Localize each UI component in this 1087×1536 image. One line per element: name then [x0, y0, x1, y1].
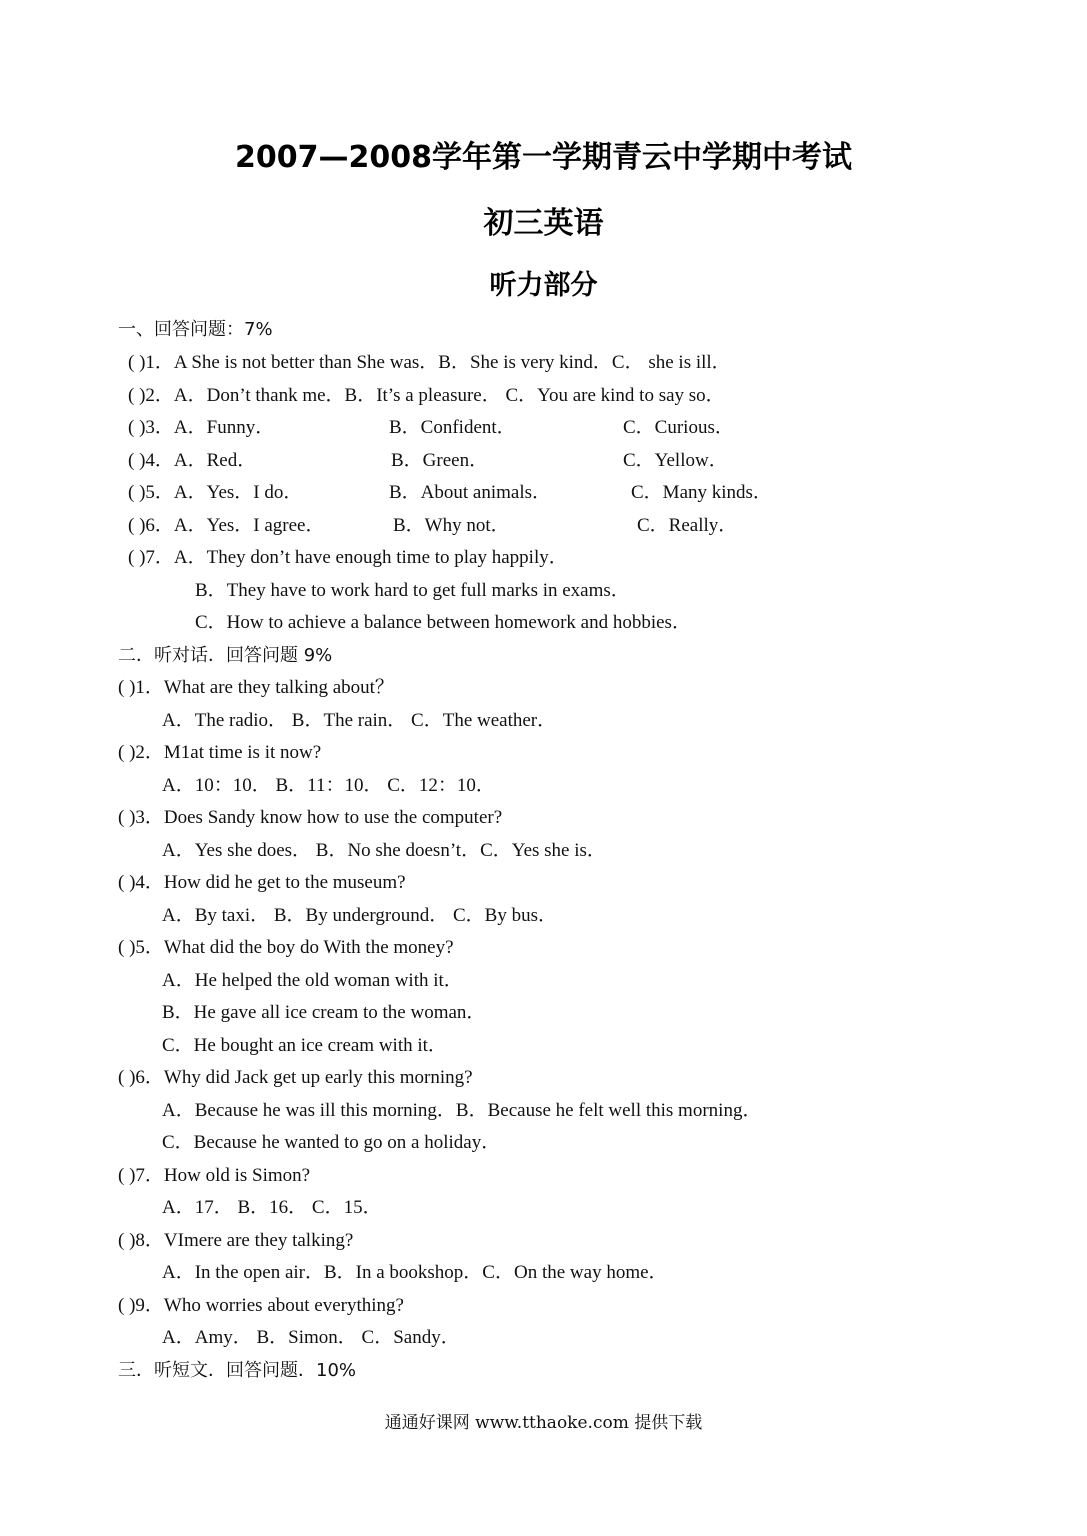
- exam-subtitle: 初三英语: [483, 206, 604, 241]
- question-line: ( )4．A．Red．: [128, 450, 257, 471]
- question-line: C．Yellow．: [623, 450, 728, 471]
- question-line: C．Really．: [637, 515, 738, 536]
- question-line: A．He helped the old woman with it．: [162, 970, 463, 991]
- question-line: B．He gave all ice cream to the woman．: [162, 1002, 486, 1023]
- question-line: B．They have to work hard to get full marks in exams．: [195, 580, 630, 601]
- question-line: C．Because he wanted to go on a holiday．: [162, 1132, 501, 1153]
- part-heading: 听力部分: [489, 270, 598, 301]
- question-line: A．17． B．16． C．15．: [162, 1197, 382, 1218]
- question-line: ( )6．A．Yes．I agree．: [128, 515, 325, 536]
- question-line: A．Because he was ill this morning．B．Because he felt well this morning．: [162, 1100, 762, 1121]
- question-line: ( )9．Who worries about everything?: [118, 1295, 404, 1316]
- section-heading: 三．听短文．回答问题．10%: [118, 1360, 357, 1381]
- question-line: ( )5．What did the boy do With the money?: [118, 937, 454, 958]
- question-line: ( )8．VImere are they talking?: [118, 1230, 354, 1251]
- question-line: ( )1．A She is not better than She was．B．She is very kind．C． she is ill．: [128, 352, 731, 373]
- question-line: ( )2．M1at time is it now?: [118, 742, 322, 763]
- page-footer: 通通好课网 www.tthaoke.com 提供下载: [384, 1413, 703, 1433]
- question-line: A．By taxi． B．By underground． C．By bus．: [162, 905, 557, 926]
- exam-title: 2007—2008学年第一学期青云中学期中考试: [235, 140, 852, 175]
- question-line: A．Amy． B．Simon． C．Sandy．: [162, 1327, 460, 1348]
- question-line: ( )6．Why did Jack get up early this morning?: [118, 1067, 473, 1088]
- question-line: ( )3．Does Sandy know how to use the computer?: [118, 807, 503, 828]
- question-line: A．10：10． B．11：10． C．12：10．: [162, 775, 495, 796]
- question-line: A．Yes she does． B．No she doesn’t．C．Yes she is．: [162, 840, 606, 861]
- question-line: C．How to achieve a balance between homework and hobbies．: [195, 612, 691, 633]
- question-line: B．About animals．: [389, 482, 552, 503]
- question-line: B．Why not．: [393, 515, 510, 536]
- section-heading: 二．听对话．回答问题 9%: [118, 645, 333, 666]
- question-line: C．Many kinds．: [631, 482, 772, 503]
- question-line: B．Green．: [391, 450, 489, 471]
- section-heading: 一、回答问题：7%: [118, 319, 273, 340]
- question-line: C．He bought an ice cream with it．: [162, 1035, 447, 1056]
- question-line: B．Confident．: [389, 417, 516, 438]
- question-line: A．In the open air．B．In a bookshop．C．On the way home．: [162, 1262, 668, 1283]
- question-line: C．Curious．: [623, 417, 734, 438]
- question-line: ( )2．A．Don’t thank me．B．It’s a pleasure． C．You are kind to say so．: [128, 385, 725, 406]
- question-line: ( )7．A．They don’t have enough time to play happily．: [128, 547, 568, 568]
- question-line: ( )1．What are they talking about？: [118, 677, 394, 698]
- question-line: ( )4．How did he get to the museum?: [118, 872, 406, 893]
- question-line: ( )3．A．Funny．: [128, 417, 275, 438]
- question-line: ( )5．A．Yes．I do．: [128, 482, 303, 503]
- question-line: ( )7．How old is Simon?: [118, 1165, 311, 1186]
- question-line: A．The radio． B．The rain． C．The weather．: [162, 710, 557, 731]
